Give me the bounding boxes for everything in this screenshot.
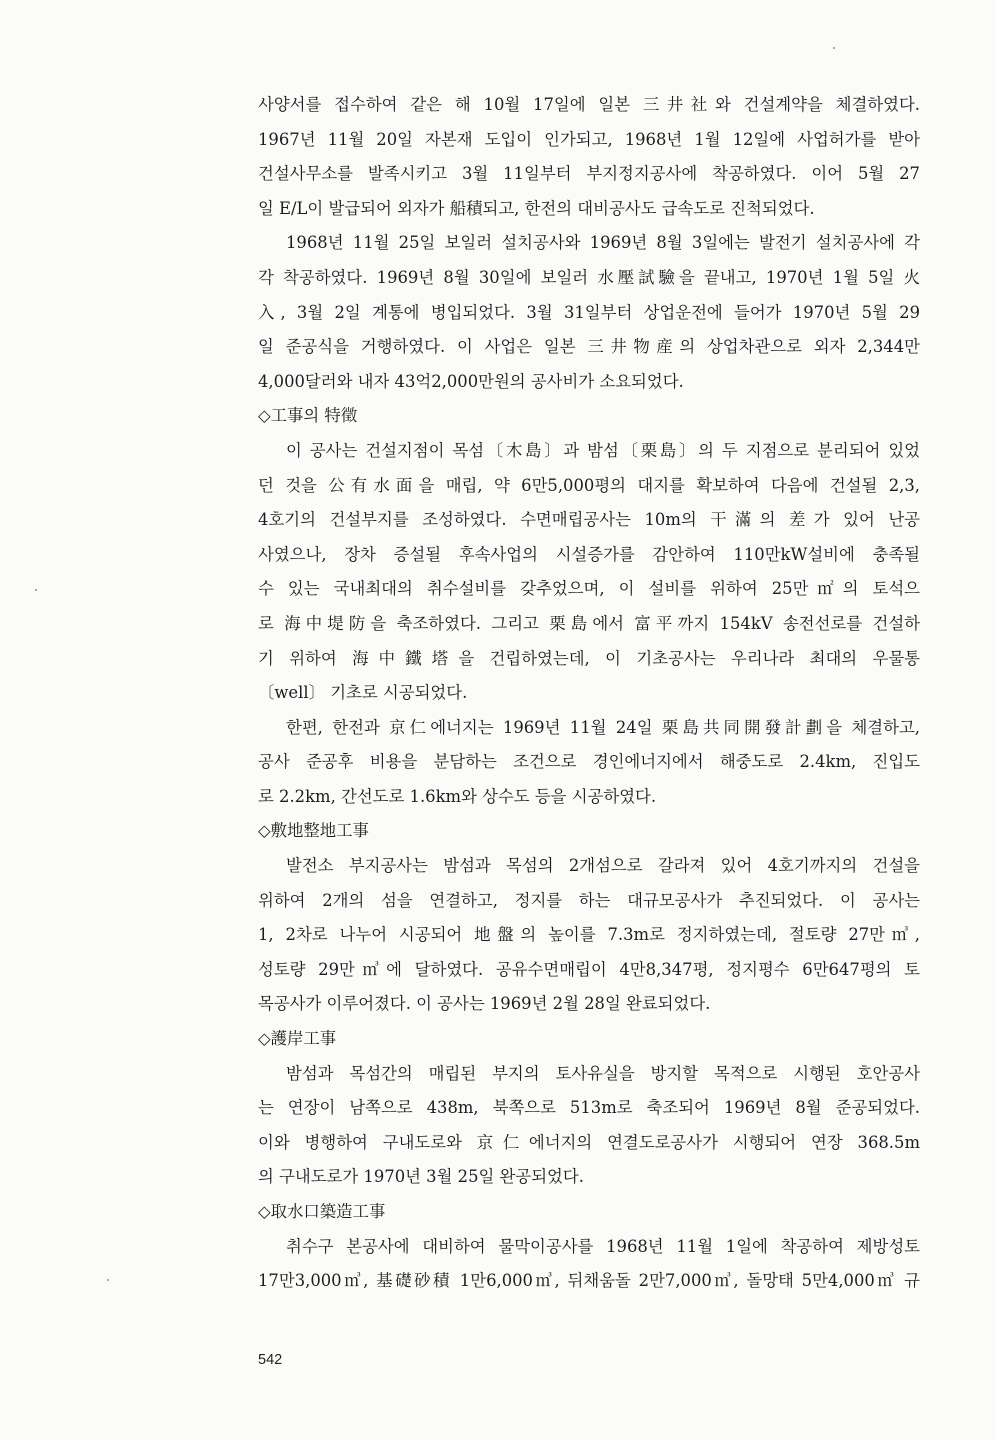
section-heading: ◇護岸工事 (258, 1029, 337, 1049)
text-line: 17만3,000㎥, 基礎砂積 1만6,000㎥, 뒤채움돌 2만7,000㎥, 돌망태 5만4,000㎥ 규 (258, 1271, 920, 1291)
text-line: 성토량 29만㎥에 달하였다. 공유수면매립이 4만8,347평, 정지평수 6만647평의 토 (258, 959, 920, 979)
text-line: 의 구내도로가 1970년 3월 25일 완공되었다. (258, 1167, 584, 1187)
text-line: 로 2.2km, 간선도로 1.6km와 상수도 등을 시공하였다. (258, 786, 657, 806)
paragraph (258, 849, 920, 1022)
text-line: 각 착공하였다. 1969년 8월 30일에 보일러 水壓試驗을 끝내고, 1970년 1월 5일 火 (258, 267, 920, 287)
paragraph (258, 1230, 920, 1299)
text-line: 건설사무소를 발족시키고 3월 11일부터 부지정지공사에 착공하였다. 이어 5월 27 (258, 164, 920, 184)
scan-speck (35, 589, 37, 591)
document-body (258, 88, 920, 1299)
scan-speck (833, 47, 835, 49)
paragraph (258, 434, 920, 711)
text-line: 4,000달러와 내자 43억2,000만원의 공사비가 소요되었다. (258, 371, 684, 391)
paragraph (258, 88, 920, 226)
text-line: 취수구 본공사에 대비하여 물막이공사를 1968년 11월 1일에 착공하여 제방성토 (286, 1236, 920, 1256)
paragraph (258, 226, 920, 399)
text-line: 1, 2차로 나누어 시공되어 地盤의 높이를 7.3m로 정지하였는데, 절토량 27만㎥, (258, 925, 920, 945)
text-line: 로 海中堤防을 축조하였다. 그리고 栗島에서 富平까지 154kV 송전선로를 건설하 (258, 613, 920, 633)
text-line: 위하여 2개의 섬을 연결하고, 정지를 하는 대규모공사가 추진되었다. 이 공사는 (258, 890, 920, 910)
text-line: 한편, 한전과 京仁에너지는 1969년 11월 24일 栗島共同開發計劃을 체결하고, (286, 717, 920, 737)
text-line: 이와 병행하여 구내도로와 京仁에너지의 연결도로공사가 시행되어 연장 368.5m (258, 1132, 920, 1152)
text-line: 1968년 11월 25일 보일러 설치공사와 1969년 8월 3일에는 발전기 설치공사에 각 (286, 233, 920, 253)
text-line: 일 E/L이 발급되어 외자가 船積되고, 한전의 대비공사도 급속도로 진척되었다. (258, 198, 815, 218)
page-number: 542 (258, 1352, 283, 1368)
text-line: 밤섬과 목섬간의 매립된 부지의 토사유실을 방지할 목적으로 시행된 호안공사 (286, 1063, 920, 1083)
section-heading: ◇取水口築造工事 (258, 1202, 386, 1221)
text-line: 던 것을 公有水面을 매립, 약 6만5,000평의 대지를 확보하여 다음에 건설될 2,3, (258, 475, 920, 495)
text-line: 入, 3월 2일 계통에 병입되었다. 3월 31일부터 상업운전에 들어가 1970년 5월 29 (258, 302, 920, 322)
text-line: 사양서를 접수하여 같은 해 10월 17일에 일본 三井社와 건설계약을 체결하였다. (258, 95, 920, 114)
text-line: 이 공사는 건설지점이 목섬〔木島〕과 밤섬〔栗島〕의 두 지점으로 분리되어 있었 (286, 440, 920, 460)
text-line: 발전소 부지공사는 밤섬과 목섬의 2개섬으로 갈라져 있어 4호기까지의 건설을 (286, 856, 920, 876)
text-line: 사였으나, 장차 증설될 후속사업의 시설증가를 감안하여 110만kW설비에 충족될 (258, 544, 920, 564)
section-heading: ◇敷地整地工事 (258, 821, 369, 841)
scan-speck (107, 1279, 109, 1281)
text-line: 는 연장이 남쪽으로 438m, 북쪽으로 513m로 축조되어 1969년 8월 준공되었다. (258, 1098, 920, 1118)
text-line: 기 위하여 海中鐵塔을 건립하였는데, 이 기초공사는 우리나라 최대의 우물통 (258, 648, 920, 668)
text-line: 1967년 11월 20일 자본재 도입이 인가되고, 1968년 1월 12일에 사업허가를 받아 (258, 129, 920, 149)
text-line: 목공사가 이루어졌다. 이 공사는 1969년 2월 28일 완료되었다. (258, 994, 711, 1014)
text-line: 〔well〕 기초로 시공되었다. (258, 683, 468, 703)
text-line: 수 있는 국내최대의 취수설비를 갖추었으며, 이 설비를 위하여 25만㎡의 토석으 (258, 579, 920, 599)
text-line: 일 준공식을 거행하였다. 이 사업은 일본 三井物産의 상업차관으로 외자 2,344만 (258, 337, 920, 357)
text-line: 4호기의 건설부지를 조성하였다. 수면매립공사는 10m의 干滿의 差가 있어 난공 (258, 510, 920, 530)
paragraph (258, 711, 920, 815)
text-line: 공사 준공후 비용을 분담하는 조건으로 경인에너지에서 해중도로 2.4km, 진입도 (258, 752, 920, 772)
section-heading: ◇工事의 特徵 (258, 406, 358, 426)
paragraph (258, 1057, 920, 1195)
